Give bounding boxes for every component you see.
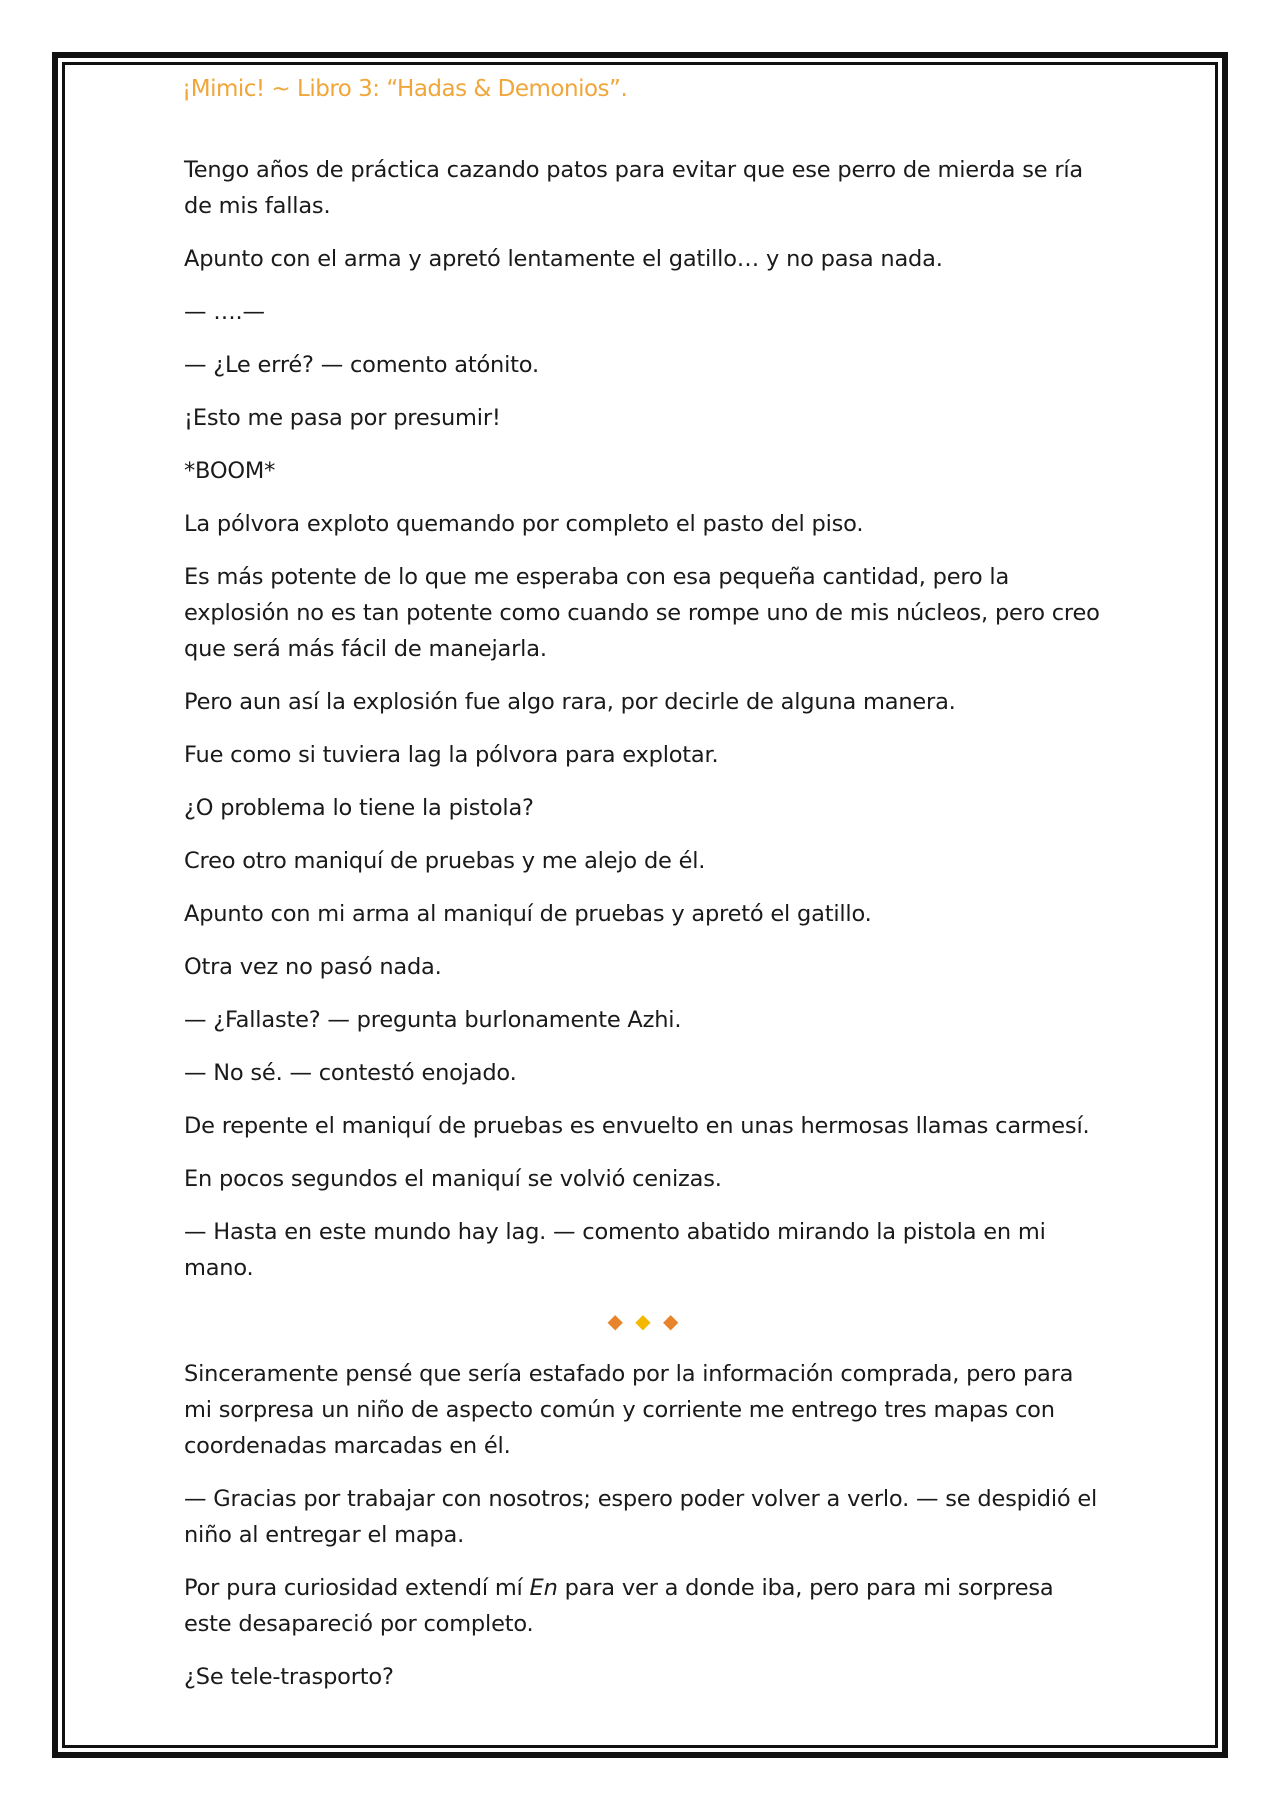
paragraph: — ….— bbox=[184, 299, 265, 325]
paragraph: Creo otro maniquí de pruebas y me alejo de él. bbox=[184, 848, 706, 874]
paragraph-text: Por pura curiosidad extendí mí bbox=[184, 1575, 530, 1601]
paragraph: Es más potente de lo que me esperaba con esa pequeña cantidad, pero la explosión no es tan potente como cuando se rompe uno de mis núcleos, pero creo que será más fácil de manejarla. bbox=[184, 564, 1100, 662]
italic-term: En bbox=[529, 1575, 558, 1601]
diamond-icon: ◆ bbox=[635, 1309, 651, 1333]
paragraph: Tengo años de práctica cazando patos para evitar que ese perro de mierda se ría de mis fallas. bbox=[184, 157, 1084, 219]
paragraph: — ¿Fallaste? — pregunta burlonamente Azhi. bbox=[184, 1007, 682, 1033]
running-header: ¡Mimic! ~ Libro 3: “Hadas & Demonios”. bbox=[182, 76, 628, 102]
scene-divider bbox=[184, 1303, 1102, 1339]
paragraph-text: para ver a donde iba, pero para mi sorpresa este desapareció por completo. bbox=[184, 1575, 1054, 1637]
diamond-icon: ◆ bbox=[607, 1309, 623, 1333]
paragraph: De repente el maniquí de pruebas es envuelto en unas hermosas llamas carmesí. bbox=[184, 1113, 1090, 1139]
paragraph: *BOOM* bbox=[184, 458, 276, 484]
paragraph: Apunto con el arma y apretó lentamente el gatillo… y no pasa nada. bbox=[184, 246, 943, 272]
paragraph: Apunto con mi arma al maniquí de pruebas y apretó el gatillo. bbox=[184, 901, 872, 927]
paragraph: ¡Esto me pasa por presumir! bbox=[184, 405, 501, 431]
document-body bbox=[184, 152, 1102, 1712]
paragraph: — ¿Le erré? — comento atónito. bbox=[184, 352, 539, 378]
paragraph: — No sé. — contestó enojado. bbox=[184, 1060, 517, 1086]
paragraph: Sinceramente pensé que sería estafado por la información comprada, pero para mi sorpresa un niño de aspecto común y corriente me entrego tres mapas con coordenadas marcadas en él. bbox=[184, 1361, 1074, 1459]
diamond-icon: ◆ bbox=[663, 1309, 679, 1333]
paragraph: — Hasta en este mundo hay lag. — comento abatido mirando la pistola en mi mano. bbox=[184, 1219, 1046, 1281]
paragraph: Pero aun así la explosión fue algo rara, por decirle de alguna manera. bbox=[184, 689, 956, 715]
paragraph: ¿Se tele-trasporto? bbox=[184, 1664, 394, 1690]
paragraph bbox=[184, 1570, 1102, 1642]
paragraph: Otra vez no pasó nada. bbox=[184, 954, 442, 980]
paragraph: La pólvora exploto quemando por completo el pasto del piso. bbox=[184, 511, 864, 537]
paragraph: ¿O problema lo tiene la pistola? bbox=[184, 795, 534, 821]
paragraph: — Gracias por trabajar con nosotros; espero poder volver a verlo. — se despidió el niño al entregar el mapa. bbox=[184, 1486, 1098, 1548]
paragraph: En pocos segundos el maniquí se volvió cenizas. bbox=[184, 1166, 722, 1192]
paragraph: Fue como si tuviera lag la pólvora para explotar. bbox=[184, 742, 719, 768]
